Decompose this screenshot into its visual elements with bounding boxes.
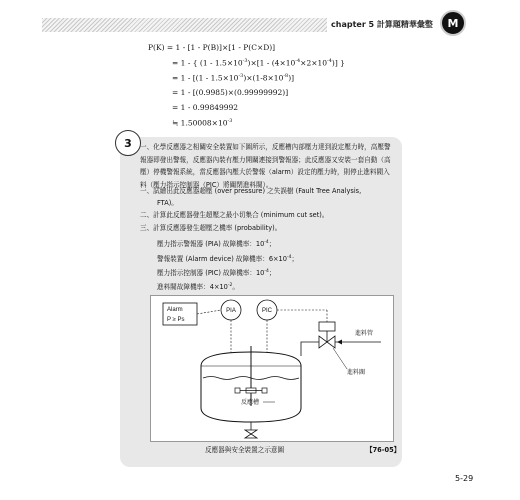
question-code: 【76-05】 [366,446,401,454]
failure-rate-pia: 壓力指示警報器 (PIA) 故障機率：$10^{-4}$； [157,239,276,248]
pic-label: PIC [261,308,273,314]
equation-line-6: ≒ $1.50008\times 10^{-3}$ [172,118,233,128]
equation-line-4: = 1 - [(0.9985)×(0.99999992)] [172,88,289,97]
page-number: 5-29 [455,474,474,483]
valve-actuator [319,322,335,331]
figure-caption: 反應器與安全裝置之示意圖 [205,446,285,454]
book-logo-icon: M [440,10,466,36]
reactor-diagram [150,295,394,442]
chapter-title: chapter 5 計算題精華彙整 [327,18,437,32]
question-item-3: 三、計算反應器發生超壓之機率 (probability)。 [140,224,282,232]
tank-label: 反應槽 [241,400,260,406]
inlet-pipe-label: 進料管 [355,331,374,337]
failure-rate-valve: 進料閥故障機率：$4\times 10^{-2}$。 [157,282,239,291]
alarm-condition: P ≥ Ps [167,317,185,323]
pia-label: PIA [226,308,236,314]
equation-line-5: = 1 - 0.99849992 [172,103,239,112]
outlet-valve-icon [245,430,257,438]
question-number-badge: 3 [115,130,141,156]
failure-rate-pic: 壓力指示控制器 (PIC) 故障機率：$10^{-4}$； [157,268,276,277]
failure-rate-alarm: 警報裝置 (Alarm device) 故障機率：$6\times 10^{-4}$； [157,254,299,263]
alarm-label: Alarm [167,307,183,313]
equation-line-2: = 1 - { $(1 - 1.5\times 10^{-3})\times[1 - (4\times 10^{-4}\times 2\times 10^{-4})]$ } [172,58,345,68]
question-intro: 一、化學反應器之相關安全裝置如下圖所示，反應槽內部壓力達到設定壓力時，高壓警報器即發出警報，反應器內裝有壓力開關連接到警報器；此反應器又安裝一套自動（高壓）停機警報系統，當反應器內壓大於警報（alarm）設定的壓力時，則停止進料閥入料（壓力指示控制器（PIC）將關閉進料閥）。 [140,143,391,189]
question-item-1: 一、試繪出此反應器超壓 (over pressure) 之失誤樹 (Fault Tree Analysis, [140,187,362,195]
inlet-valve-label: 進料閥 [347,370,366,376]
question-item-2: 二、計算此反應器發生超壓之最小切集合 (minimum cut set)。 [140,211,329,219]
equation-line-1: P(K) = 1 - [1 - P(B)]×[1 - P(C×D)] [148,43,276,52]
question-item-1-cont: FTA)。 [157,199,178,207]
equation-line-3: = $1 - [(1 - 1.5\times 10^{-3})\times(1-8\times 10^{-8})]$ [172,73,295,83]
